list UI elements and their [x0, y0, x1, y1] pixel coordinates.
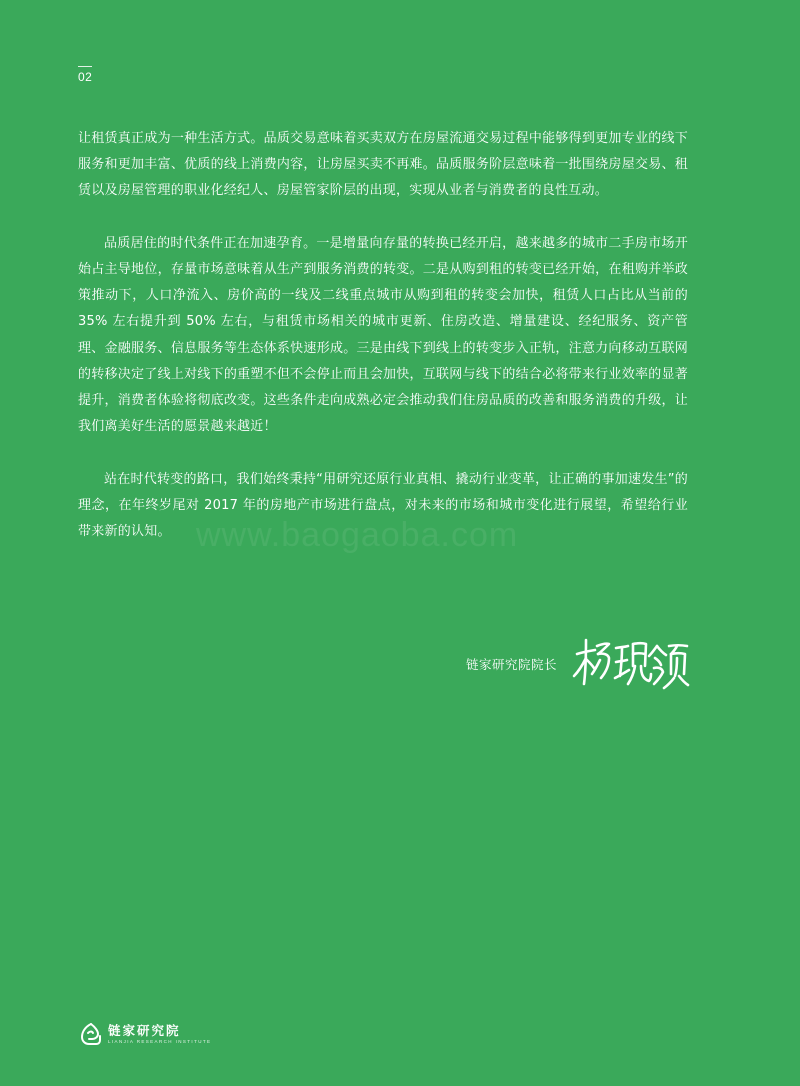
- logo-subtitle: LIANJIA RESEARCH INSTITUTE: [108, 1038, 212, 1044]
- lianjia-leaf-logo-icon: [80, 1022, 102, 1046]
- logo-title: 链家研究院: [108, 1022, 181, 1038]
- watermark: www.baogaoba.com: [196, 516, 519, 554]
- footer-logo: [80, 1022, 211, 1046]
- page-number: 02: [78, 70, 93, 84]
- article-body: [78, 126, 688, 571]
- paragraph-2: 品质居住的时代条件正在加速孕育。一是增量向存量的转换已经开启，越来越多的城市二手房市场开始占主导地位，存量市场意味着从生产到服务消费的转变。二是从购到租的转变已经开始，在租购并举政策推动下，人口净流入、房价高的一线及二线重点城市从购到租的转变会加快，租赁人口占比从当前的 35% 左右提升到 50% 左右，与租赁市场相关的城市更新、住房改造、增量建设、经纪服务、资产管理、金融服务、信息服务等生态体系快速形成。三是由线下到线上的转变步入正轨，注意力向移动互联网的转移决定了线上对线下的重塑不但不会停止而且会加快，互联网与线下的结合必将带来行业效率的显著提升，消费者体验将彻底改变。这些条件走向成熟必定会推动我们住房品质的改善和服务消费的升级，让我们离美好生活的愿景越来越近！: [78, 235, 688, 435]
- handwritten-signature: [571, 634, 691, 694]
- page-number-block: [78, 66, 92, 84]
- signature-line: [466, 634, 691, 694]
- paragraph-3: 站在时代转变的路口，我们始终秉持“用研究还原行业真相、撬动行业变革，让正确的事加速发生”的理念，在年终岁尾对 2017 年的房地产市场进行盘点，对未来的市场和城市变化进行展望，希望给行业带来新的认知。: [78, 471, 688, 540]
- signature-title: 链家研究院院长: [466, 657, 558, 672]
- page-number-rule: [78, 66, 92, 67]
- paragraph-1: 让租赁真正成为一种生活方式。品质交易意味着买卖双方在房屋流通交易过程中能够得到更加专业的线下服务和更加丰富、优质的线上消费内容，让房屋买卖不再难。品质服务阶层意味着一批围绕房屋交易、租赁以及房屋管理的职业化经纪人、房屋管家阶层的出现，实现从业者与消费者的良性互动。: [78, 131, 688, 199]
